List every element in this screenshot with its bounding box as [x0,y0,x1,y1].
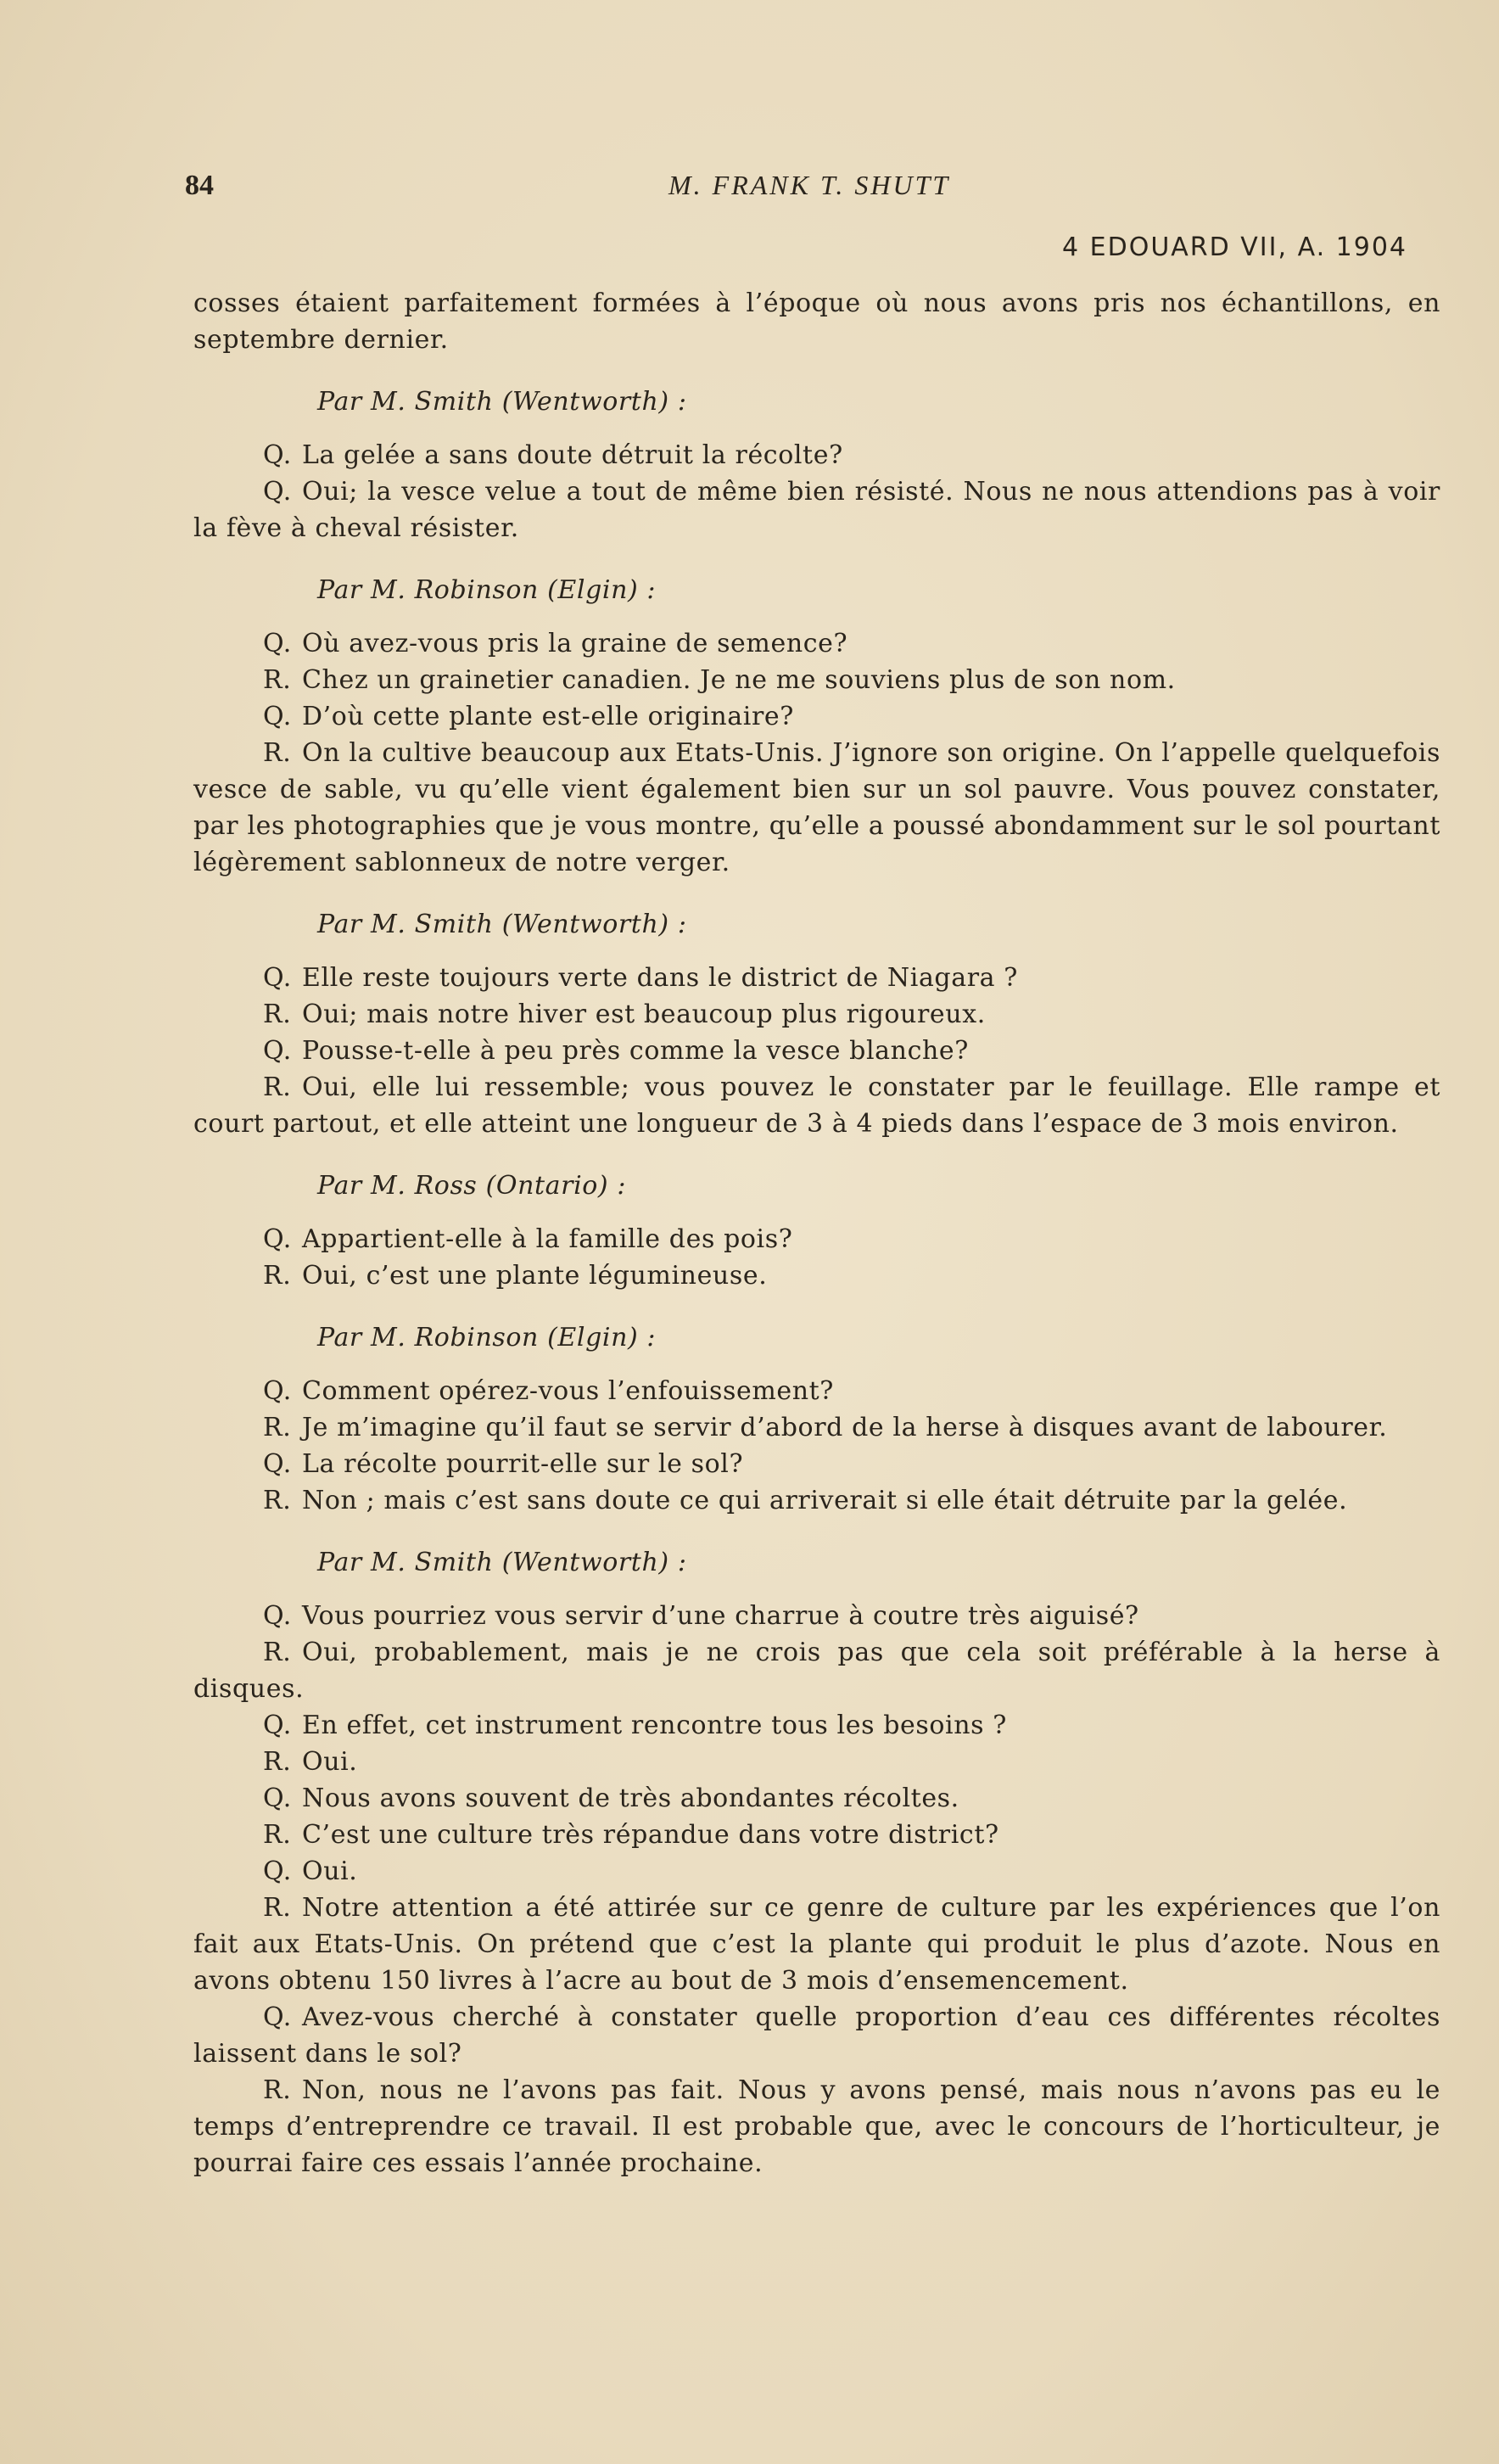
qa-text: En effet, cet instrument rencontre tous les besoins ? [302,1711,1007,1740]
qa-text: C’est une culture très répandue dans votre district? [302,1820,999,1850]
qa-marker: R. [263,1486,292,1515]
qa-text: Oui, c’est une plante légumineuse. [302,1261,768,1291]
qa-text: Oui. [302,1747,358,1777]
question-line [193,1598,1440,1634]
qa-marker: R. [263,1413,292,1442]
response-line [193,1634,1440,1707]
opening-paragraph: cosses étaient parfaitement formées à l’époque où nous avons pris nos échantillons, en septembre dernier. [193,288,1440,355]
qa-text: Je m’imagine qu’il faut se servir d’abord de la herse à disques avant de labourer. [302,1413,1388,1442]
qa-text: Oui; la vesce velue a tout de même bien résisté. Nous ne nous attendions pas à voir la fève à cheval résister. [193,477,1440,543]
qa-text: Chez un grainetier canadien. Je ne me souviens plus de son nom. [302,665,1176,695]
qa-text: La récolte pourrit-elle sur le sol? [302,1449,744,1479]
qa-marker: R. [263,665,292,695]
response-line [193,1890,1440,1999]
qa-text: Avez-vous cherché à constater quelle proportion d’eau ces différentes récoltes laissent dans le sol? [193,2002,1440,2069]
testimony-text [193,285,1440,2181]
qa-text: Non, nous ne l’avons pas fait. Nous y avons pensé, mais nous n’avons pas eu le temps d’entreprendre ce travail. Il est probable que, avec le concours de l’horticulteur, je pourrai faire ces essais l’année prochaine. [193,2075,1440,2178]
qa-text: La gelée a sans doute détruit la récolte? [302,440,843,470]
qa-marker: Q. [263,1711,292,1740]
qa-marker: Q. [263,1601,292,1631]
question-line [193,1999,1440,2072]
question-line [193,1033,1440,1069]
qa-marker: R. [263,1893,292,1923]
response-line [193,1257,1440,1294]
qa-marker: Q. [263,1376,292,1406]
qa-marker: Q. [263,440,292,470]
qa-text: Pousse-t-elle à peu près comme la vesce blanche? [302,1036,969,1066]
qa-marker: Q. [263,1856,292,1886]
qa-marker: R. [263,1747,292,1777]
question-line [193,437,1440,473]
question-line [193,1446,1440,1482]
page-number: 84 [185,170,214,201]
qa-marker: R. [263,1261,292,1291]
qa-text: Oui, probablement, mais je ne crois pas que cela soit préférable à la herse à disques. [193,1638,1440,1704]
response-line [193,662,1440,698]
qa-marker: Q. [263,2002,292,2032]
qa-text: Nous avons souvent de très abondantes récoltes. [302,1784,959,1813]
qa-text: Oui; mais notre hiver est beaucoup plus rigoureux. [302,1000,986,1029]
qa-marker: R. [263,1072,292,1102]
qa-marker: Q. [263,1224,292,1254]
response-line [193,1409,1440,1446]
question-line [193,1707,1440,1744]
question-line [193,1373,1440,1409]
qa-text: Appartient-elle à la famille des pois? [302,1224,793,1254]
question-line [193,1221,1440,1257]
speaker-heading: Par M. Smith (Wentworth) : [317,387,687,417]
speaker-heading: Par M. Smith (Wentworth) : [317,910,687,939]
response-line [193,1817,1440,1853]
qa-text: Où avez-vous pris la graine de semence? [302,629,848,658]
running-title: M. FRANK T. SHUTT [668,170,951,200]
response-line [193,1069,1440,1142]
response-line [193,735,1440,881]
question-line [193,473,1440,546]
qa-marker: Q. [263,477,292,507]
qa-text: On la cultive beaucoup aux Etats-Unis. J’ignore son origine. On l’appelle quelquefois vesce de sable, vu qu’elle vient également bien sur un sol pauvre. Vous pouvez constater, par les photographies que je vous montre, qu’elle a poussé abondamment sur le sol pourtant légèrement sablonneux de notre verger. [193,738,1440,877]
qa-text: Non ; mais c’est sans doute ce qui arriverait si elle était détruite par la gelée. [302,1486,1348,1515]
question-line [193,960,1440,996]
response-line [193,996,1440,1033]
speaker-heading: Par M. Robinson (Elgin) : [317,1323,657,1352]
qa-text: Oui, elle lui ressemble; vous pouvez le constater par le feuillage. Elle rampe et court partout, et elle atteint une longueur de 3 à 4 pieds dans l’espace de 3 mois environ. [193,1072,1440,1139]
qa-marker: R. [263,1000,292,1029]
session-label: 4 EDOUARD VII, A. 1904 [1062,232,1407,262]
speaker-heading: Par M. Ross (Ontario) : [317,1171,627,1201]
qa-text: Notre attention a été attirée sur ce genre de culture par les expériences que l’on fait aux Etats-Unis. On prétend que c’est la plante qui produit le plus d’azote. Nous en avons obtenu 150 livres à l’acre au bout de 3 mois d’ensemencement. [193,1893,1440,1996]
speaker-heading: Par M. Smith (Wentworth) : [317,1548,687,1577]
qa-marker: Q. [263,702,292,731]
speaker-heading: Par M. Robinson (Elgin) : [317,575,657,605]
qa-text: Elle reste toujours verte dans le district de Niagara ? [302,963,1018,993]
page-header [185,170,1440,212]
qa-marker: Q. [263,1449,292,1479]
question-line [193,1780,1440,1817]
response-line [193,1744,1440,1780]
response-line [193,2072,1440,2181]
qa-marker: Q. [263,1036,292,1066]
qa-marker: Q. [263,629,292,658]
qa-marker: Q. [263,963,292,993]
qa-marker: R. [263,1638,292,1667]
qa-marker: R. [263,738,292,768]
qa-text: Comment opérez-vous l’enfouissement? [302,1376,834,1406]
qa-text: Oui. [302,1856,358,1886]
question-line [193,1853,1440,1890]
question-line [193,698,1440,735]
qa-marker: Q. [263,1784,292,1813]
qa-marker: R. [263,2075,292,2105]
qa-marker: R. [263,1820,292,1850]
response-line [193,1482,1440,1519]
qa-text: D’où cette plante est-elle originaire? [302,702,794,731]
question-line [193,625,1440,662]
qa-text: Vous pourriez vous servir d’une charrue à coutre très aiguisé? [302,1601,1139,1631]
